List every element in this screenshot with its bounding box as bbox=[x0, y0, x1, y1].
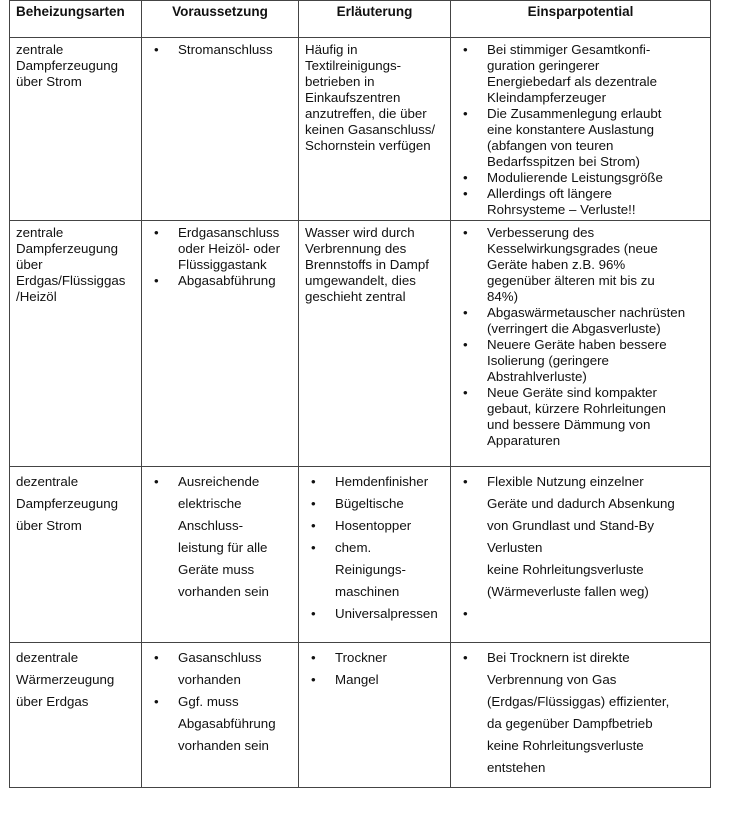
requirement-item: • Abgasabführung bbox=[148, 273, 292, 289]
savings-item: • Modulierende Leistungsgröße bbox=[457, 170, 704, 186]
table-row bbox=[10, 643, 711, 788]
header-row bbox=[10, 1, 711, 38]
table-row bbox=[10, 221, 711, 467]
explanation-item: • Trockner bbox=[305, 647, 444, 669]
explanation-item: • Bügeltische bbox=[305, 493, 444, 515]
header-requirement: Voraussetzung bbox=[142, 1, 299, 38]
table-row bbox=[10, 467, 711, 643]
heating-comparison-table bbox=[9, 0, 711, 788]
explanation-item: • Hosentopper bbox=[305, 515, 444, 537]
savings-item: • Allerdings oft längere Rohrsysteme – Verluste!! bbox=[457, 186, 704, 218]
explanation-text: Wasser wird durch Verbrennung des Brennstoffs in Dampf umgewandelt, dies geschieht zentral bbox=[305, 225, 429, 304]
explanation-item: • Universalpressen bbox=[305, 603, 444, 625]
table-row bbox=[10, 38, 711, 221]
requirement-item: • Ggf. muss Abgasabführung vorhanden sein bbox=[148, 691, 292, 757]
savings-item: • Neuere Geräte haben bessere Isolierung (geringere Abstrahlverluste) bbox=[457, 337, 704, 385]
explanation-item: • Hemdenfinisher bbox=[305, 471, 444, 493]
explanation-item: • Mangel bbox=[305, 669, 444, 691]
header-savings: Einsparpotential bbox=[451, 1, 711, 38]
savings-item: • Bei stimmiger Gesamtkonfi- guration geringerer Energiebedarf als dezentrale Kleindampferzeuger bbox=[457, 42, 704, 106]
requirement-item: • Erdgasanschluss oder Heizöl- oder Flüssiggastank bbox=[148, 225, 292, 273]
requirement-item: • Stromanschluss bbox=[148, 42, 292, 58]
savings-item: • Abgaswärmetauscher nachrüsten (verringert die Abgasverluste) bbox=[457, 305, 704, 337]
savings-item: • Neue Geräte sind kompakter gebaut, kürzere Rohrleitungen und bessere Dämmung von Apparaturen bbox=[457, 385, 704, 449]
heating-type: dezentrale Dampferzeugung über Strom bbox=[16, 474, 119, 533]
heating-type: zentrale Dampferzeugung über Erdgas/Flüssiggas /Heizöl bbox=[16, 225, 126, 304]
heating-type: zentrale Dampferzeugung über Strom bbox=[16, 42, 119, 89]
explanation-item: • chem. Reinigungs- maschinen bbox=[305, 537, 444, 603]
header-heating-type: Beheizungsarten bbox=[10, 1, 142, 38]
requirement-item: • Ausreichende elektrische Anschluss- leistung für alle Geräte muss vorhanden sein bbox=[148, 471, 292, 603]
heating-type: dezentrale Wärmerzeugung über Erdgas bbox=[16, 650, 115, 709]
savings-item: • Die Zusammenlegung erlaubt eine konstantere Auslastung (abfangen von teuren Bedarfsspitzen bei Strom) bbox=[457, 106, 704, 170]
savings-item: • Flexible Nutzung einzelner Geräte und dadurch Absenkung von Grundlast und Stand-By Verlusten keine Rohrleitungsverluste (Wärmeverluste fallen weg) bbox=[457, 471, 704, 603]
explanation-text: Häufig in Textilreinigungs- betrieben in Einkaufszentren anzutreffen, die über keinen Gasanschluss/ Schornstein verfügen bbox=[305, 42, 436, 153]
requirement-item: • Gasanschluss vorhanden bbox=[148, 647, 292, 691]
savings-item: • Verbesserung des Kesselwirkungsgrades (neue Geräte haben z.B. 96% gegenüber älteren mit bis zu 84%) bbox=[457, 225, 704, 305]
savings-item: • Bei Trocknern ist direkte Verbrennung von Gas (Erdgas/Flüssiggas) effizienter, da gegenüber Dampfbetrieb keine Rohrleitungsverluste entstehen bbox=[457, 647, 704, 779]
header-explanation: Erläuterung bbox=[299, 1, 451, 38]
